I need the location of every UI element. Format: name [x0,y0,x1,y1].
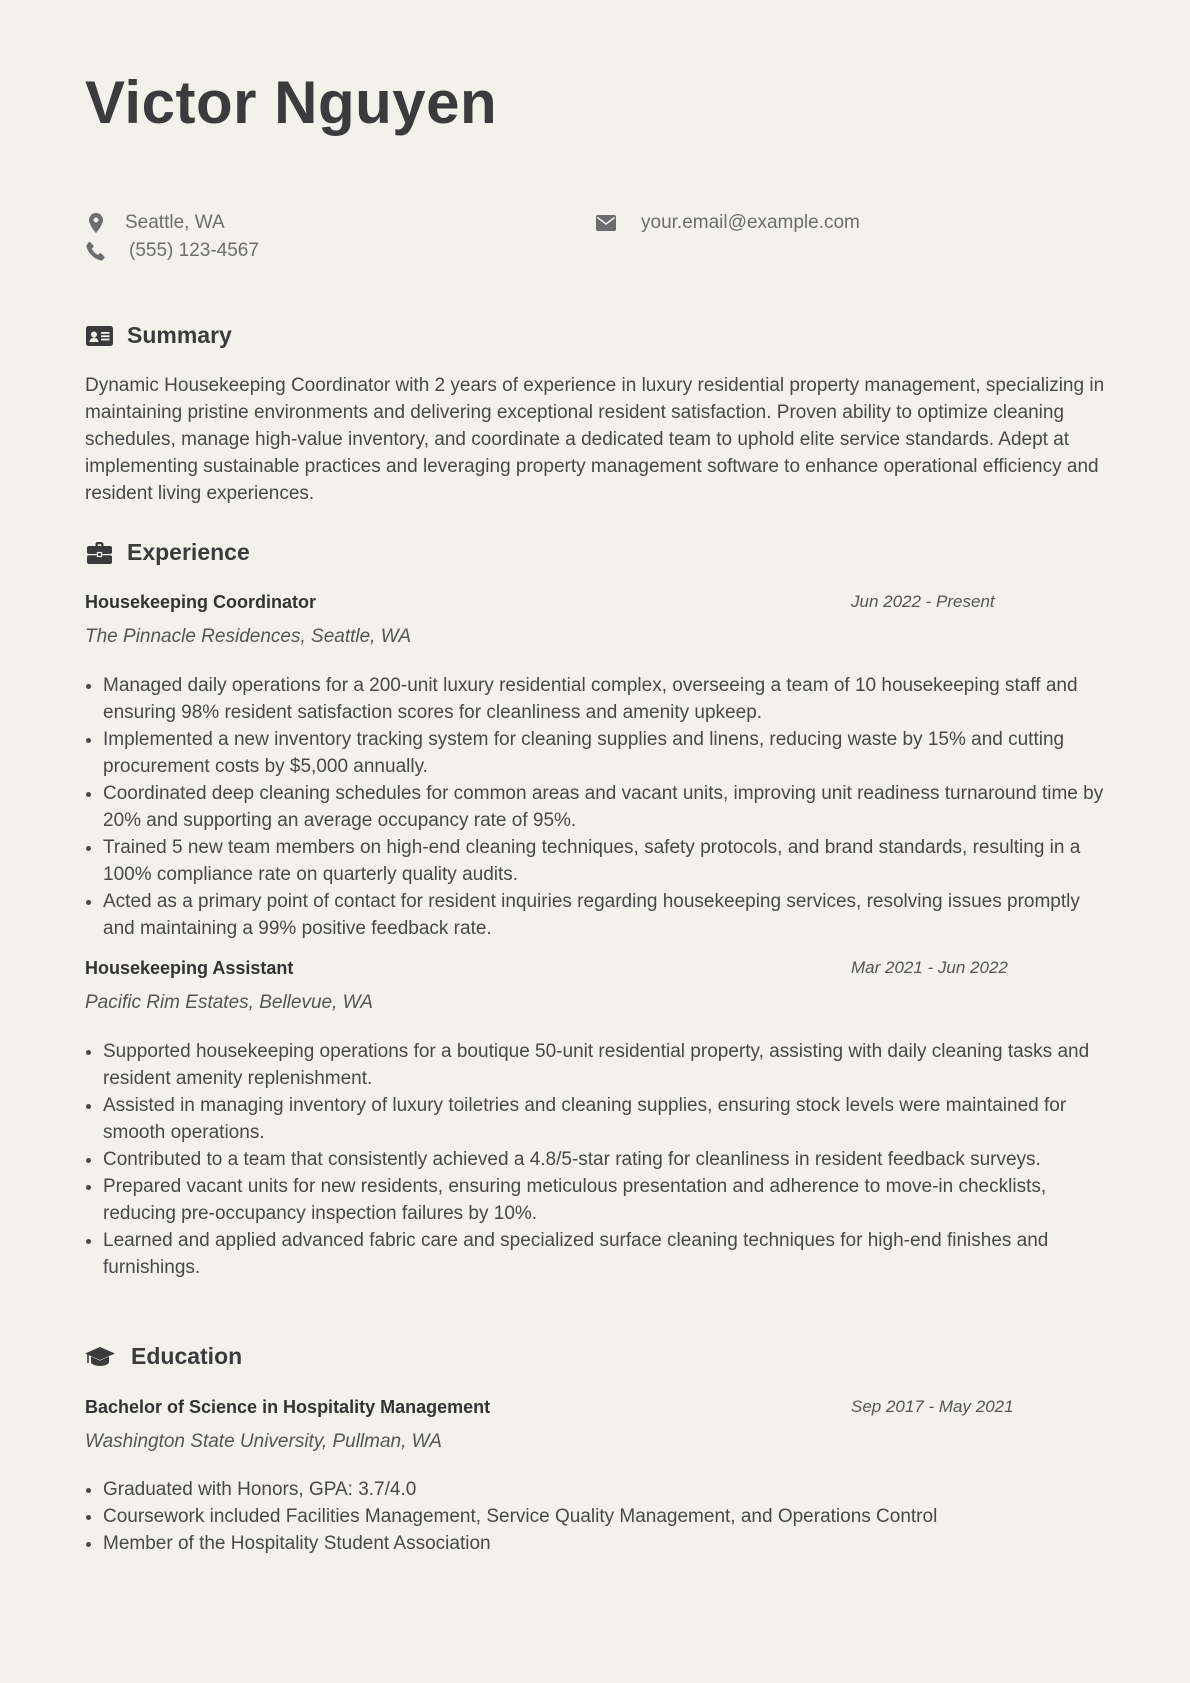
list-item: • Contributed to a team that consistently achieved a 4.8/5-star rating for cleanliness in resident feedback surveys. [103,1146,1105,1173]
location-text: Seattle, WA [125,212,225,233]
summary-text: Dynamic Housekeeping Coordinator with 2 years of experience in luxury residential property management, specializing in maintaining pristine environments and delivering exceptional resident satisfaction. Proven ability to optimize cleaning schedules, manage high-value inventory, and coordinate a dedicated team to uphold elite service standards. Adept at implementing sustainable practices and leveraging property management software to enhance operational efficiency and resident living experiences. [85,375,1105,504]
list-item: • Managed daily operations for a 200-unit luxury residential complex, overseeing a team of 10 housekeeping staff and ensuring 98% resident satisfaction scores for cleanliness and amenity upkeep. [103,672,1105,726]
list-item: • Implemented a new inventory tracking system for cleaning supplies and linens, reducing waste by 15% and cutting procurement costs by $5,000 annually. [103,726,1105,780]
job-company: The Pinnacle Residences, Seattle, WA [85,626,411,647]
phone-icon [85,240,107,262]
candidate-name: Victor Nguyen [85,69,498,136]
contact-email [595,210,860,236]
list-item: • Supported housekeeping operations for a boutique 50-unit residential property, assisting with daily cleaning tasks and resident amenity replenishment. [103,1038,1105,1092]
job-dates: Jun 2022 - Present [851,592,995,611]
list-item: • Acted as a primary point of contact for resident inquiries regarding housekeeping services, resolving issues promptly and maintaining a 99% positive feedback rate. [103,888,1105,942]
summary-heading [85,322,232,349]
map-pin-icon [85,212,107,234]
job-company: Pacific Rim Estates, Bellevue, WA [85,992,373,1013]
list-item: • Assisted in managing inventory of luxury toiletries and cleaning supplies, ensuring stock levels were maintained for smooth operations. [103,1092,1105,1146]
degree-title: Bachelor of Science in Hospitality Management [85,1397,491,1417]
list-item: • Coordinated deep cleaning schedules for common areas and vacant units, improving unit readiness turnaround time by 20% and supporting an average occupancy rate of 95%. [103,780,1105,834]
education-title: Education [131,1343,243,1369]
id-card-icon [85,324,113,348]
list-item: • Learned and applied advanced fabric care and specialized surface cleaning techniques for high-end finishes and furnishings. [103,1227,1105,1281]
briefcase-icon [85,541,113,565]
list-item: • Prepared vacant units for new residents, ensuring meticulous presentation and adherence to move-in checklists, reducing pre-occupancy inspection failures by 10%. [103,1173,1105,1227]
experience-heading [85,539,250,566]
contact-phone [85,238,259,264]
job-dates: Mar 2021 - Jun 2022 [851,958,1008,977]
job-bullets [85,672,1105,942]
summary-title: Summary [127,322,232,348]
graduation-cap-icon [85,1345,115,1369]
experience-title: Experience [127,539,250,565]
phone-text: (555) 123-4567 [129,240,259,261]
education-heading [85,1343,242,1370]
job-bullets [85,1038,1105,1281]
envelope-icon [595,212,617,234]
list-item: • Graduated with Honors, GPA: 3.7/4.0 [103,1476,1105,1503]
contact-location [85,210,225,236]
job-title: Housekeeping Coordinator [85,592,317,612]
job-title: Housekeeping Assistant [85,958,294,978]
education-bullets [85,1476,1105,1557]
list-item: • Trained 5 new team members on high-end cleaning techniques, safety protocols, and brand standards, resulting in a 100% compliance rate on quarterly quality audits. [103,834,1105,888]
school-name: Washington State University, Pullman, WA [85,1431,442,1452]
education-dates: Sep 2017 - May 2021 [851,1397,1014,1416]
list-item: • Member of the Hospitality Student Association [103,1530,1105,1557]
email-link[interactable]: your.email@example.com [641,212,860,233]
list-item: • Coursework included Facilities Management, Service Quality Management, and Operations Control [103,1503,1105,1530]
